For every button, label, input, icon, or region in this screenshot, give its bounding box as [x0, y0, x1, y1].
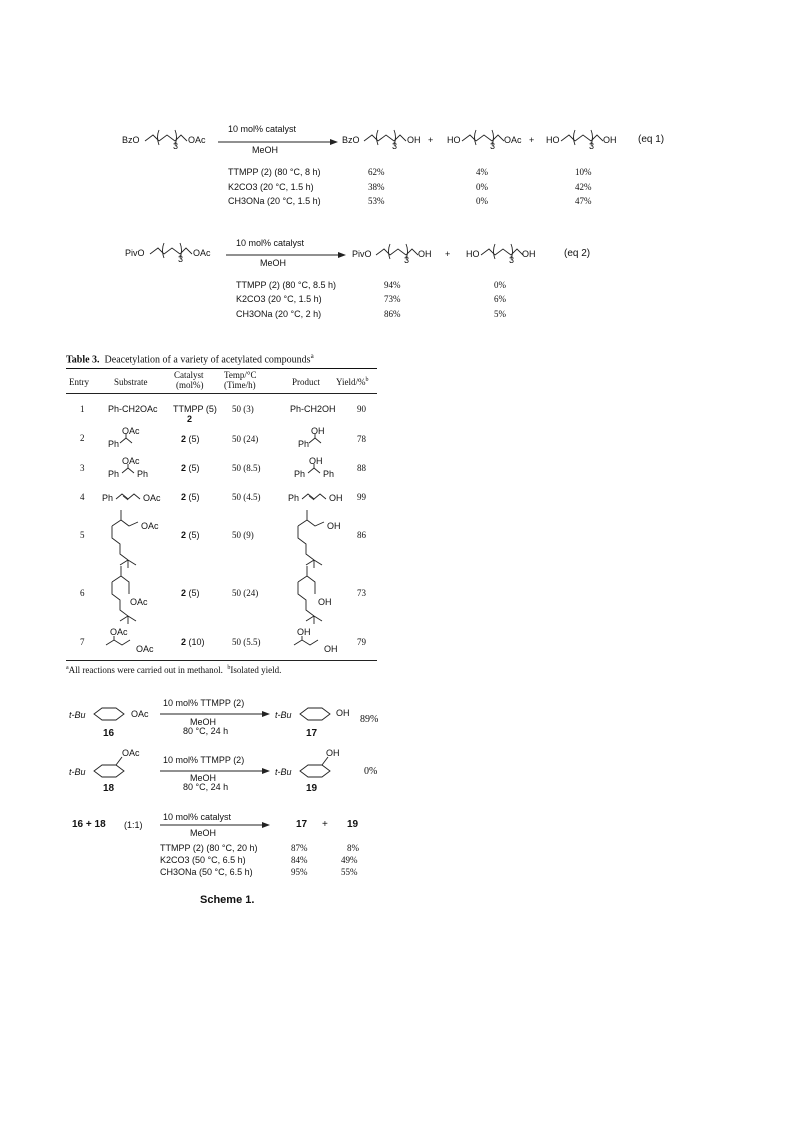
eq2-arrow-below: MeOH	[260, 258, 287, 268]
s1-r3-row2-cond: K2CO3 (50 °C, 6.5 h)	[160, 855, 246, 865]
s1-r3-start: 16 + 18	[72, 819, 106, 830]
eq1-row1-y2: 4%	[476, 167, 488, 177]
row1-yield: 90	[357, 404, 366, 414]
table-label: Table 3.	[66, 354, 100, 366]
row7-substrate-oac2: OAc	[136, 644, 154, 654]
s1-r3-row2-y1: 84%	[291, 855, 308, 865]
s1-r1-prod-tbu: t-Bu	[275, 710, 292, 720]
row6-substrate-structure	[104, 566, 144, 626]
row2-entry: 2	[80, 433, 85, 443]
row1-product: Ph-CH2OH	[290, 404, 336, 414]
row1-substrate: Ph-CH2OAc	[108, 404, 158, 414]
row5-yield: 86	[357, 530, 366, 540]
s1-r1-arrow-below2: 80 °C, 24 h	[183, 726, 229, 736]
row7-yield: 79	[357, 637, 366, 647]
eq1-reactant-left: BzO	[122, 135, 140, 145]
row4-catalyst: 2 (5)	[181, 492, 200, 502]
eq1-arrow-above: 10 mol% catalyst	[228, 124, 297, 134]
s1-r3-p2: 19	[347, 819, 359, 830]
eq1-row3-y1: 53%	[368, 196, 385, 206]
s1-r3-row3-cond: CH3ONa (50 °C, 6.5 h)	[160, 867, 253, 877]
eq1-product2-subscript: 3	[490, 141, 496, 151]
header-substrate: Substrate	[114, 377, 148, 387]
row7-product-bonds	[292, 636, 326, 650]
table-caption-sup: a	[310, 352, 314, 360]
row5-entry: 5	[80, 530, 85, 540]
header-catalyst-unit: (mol%)	[176, 380, 204, 390]
eq2-product2-subscript: 3	[509, 255, 515, 265]
row2-substrate-oac: OAc	[122, 426, 140, 436]
eq1-product2-left: HO	[447, 135, 461, 145]
header-temp: Temp/°C	[224, 370, 257, 380]
s1-r2-num-end: 19	[306, 783, 318, 794]
eq1-product3-subscript: 3	[589, 141, 595, 151]
s1-r2-sub-ring	[92, 757, 132, 779]
table-footnote: $^a$All reactions were carried out in methanol. $^b$Isolated yield.	[66, 665, 282, 675]
eq2-row2-y1: 73%	[384, 294, 401, 304]
row1-catalyst-sub: 2	[187, 414, 193, 424]
row2-substrate-bonds	[118, 434, 140, 446]
eq1-product1-subscript: 3	[392, 141, 398, 151]
s1-r1-prod-ring	[298, 704, 334, 722]
row4-product-ph: Ph	[288, 493, 300, 503]
eq2-label: (eq 2)	[564, 248, 591, 259]
table-caption-text: Deacetylation of a variety of acetylated compounds	[104, 354, 311, 366]
row5-substrate-oac: OAc	[141, 521, 159, 531]
row6-entry: 6	[80, 588, 85, 598]
s1-r1-sub-tbu: t-Bu	[69, 710, 86, 720]
row7-product-oh2: OH	[324, 644, 338, 654]
s1-r2-arrow-above: 10 mol% TTMPP (2)	[163, 755, 245, 765]
eq2-row3-cond: CH3ONa (20 °C, 2 h)	[236, 309, 322, 319]
row2-product-oh: OH	[311, 426, 325, 436]
eq1-reactant-right: OAc	[188, 135, 206, 145]
s1-r3-row1-y2: 8%	[347, 843, 359, 853]
header-time: (Time/h)	[224, 380, 256, 390]
row2-substrate-ph: Ph	[108, 439, 120, 449]
eq2-reactant-left: PivO	[125, 248, 145, 258]
s1-r1-num-start: 16	[103, 728, 115, 739]
s1-r1-yield: 89%	[360, 714, 379, 725]
row5-catalyst: 2 (5)	[181, 530, 200, 540]
row4-product-oh: OH	[329, 493, 343, 503]
row7-entry: 7	[80, 637, 85, 647]
scheme-caption: Scheme 1.	[200, 894, 255, 906]
s1-r3-p1: 17	[296, 819, 308, 830]
row2-product-ph: Ph	[298, 439, 310, 449]
table-top-rule	[66, 368, 377, 369]
header-yield: Yield/%$^b$	[336, 377, 369, 387]
eq2-product2-left: HO	[466, 249, 480, 259]
row6-product-structure	[290, 566, 330, 626]
eq2-row2-y2: 6%	[494, 294, 506, 304]
s1-r1-num-end: 17	[306, 728, 318, 739]
header-entry: Entry	[69, 377, 89, 387]
row2-catalyst: 2 (5)	[181, 434, 200, 444]
s1-r1-prod-oh: OH	[336, 708, 350, 718]
eq1-row3-y2: 0%	[476, 196, 488, 206]
row1-catalyst: TTMPP (5)	[173, 404, 217, 414]
row7-catalyst: 2 (10)	[181, 637, 205, 647]
row2-product-bonds	[307, 434, 329, 446]
table-header-rule	[66, 393, 377, 394]
eq2-product2-right: OH	[522, 249, 536, 259]
row3-substrate-ph2: Ph	[137, 469, 149, 479]
row1-entry: 1	[80, 404, 85, 414]
row5-substrate-structure	[104, 510, 144, 570]
s1-r3-row1-cond: TTMPP (2) (80 °C, 20 h)	[160, 843, 258, 853]
row3-entry: 3	[80, 463, 85, 473]
row6-yield: 73	[357, 588, 366, 598]
eq1-product1-left: BzO	[342, 135, 360, 145]
eq1-row2-y3: 42%	[575, 182, 592, 192]
row3-substrate-oac: OAc	[122, 456, 140, 466]
row3-substrate-ph1: Ph	[108, 469, 120, 479]
eq2-row2-cond: K2CO3 (20 °C, 1.5 h)	[236, 294, 322, 304]
row3-product-ph2: Ph	[323, 469, 335, 479]
row3-product-ph1: Ph	[294, 469, 306, 479]
row4-substrate-bonds	[116, 490, 144, 504]
eq2-subscript: 3	[178, 254, 184, 264]
row3-catalyst: 2 (5)	[181, 463, 200, 473]
header-catalyst: Catalyst	[174, 370, 204, 380]
row6-substrate-oac: OAc	[130, 597, 148, 607]
eq2-reactant-right: OAc	[193, 248, 211, 258]
eq2-row1-y2: 0%	[494, 280, 506, 290]
row4-yield: 99	[357, 492, 366, 502]
row2-yield: 78	[357, 434, 366, 444]
row7-substrate-oac1: OAc	[110, 627, 128, 637]
row7-temp: 50 (5.5)	[232, 637, 261, 647]
s1-r2-sub-oac: OAc	[122, 748, 140, 758]
s1-r2-arrow-below1: MeOH	[190, 773, 217, 783]
eq1-row1-y3: 10%	[575, 167, 592, 177]
s1-r2-yield: 0%	[364, 766, 378, 777]
s1-r2-prod-ring	[298, 757, 338, 779]
eq1-subscript: 3	[173, 141, 179, 151]
eq2-product1-right: OH	[418, 249, 432, 259]
eq1-row2-y1: 38%	[368, 182, 385, 192]
s1-r1-arrow-above: 10 mol% TTMPP (2)	[163, 698, 245, 708]
s1-r3-row2-y2: 49%	[341, 855, 358, 865]
eq2-plus: +	[445, 249, 451, 259]
row5-product-structure	[290, 510, 330, 570]
row2-temp: 50 (24)	[232, 434, 259, 444]
s1-r1-arrow-below1: MeOH	[190, 717, 217, 727]
table-caption	[66, 352, 314, 365]
eq2-product1-subscript: 3	[404, 255, 410, 265]
s1-r1-sub-ring	[92, 704, 128, 722]
eq1-arrow-below: MeOH	[252, 145, 279, 155]
row3-substrate-bonds	[120, 464, 140, 476]
eq1-plus-2: +	[529, 135, 535, 145]
eq2-row1-cond: TTMPP (2) (80 °C, 8.5 h)	[236, 280, 336, 290]
eq1-plus-1: +	[428, 135, 434, 145]
row3-yield: 88	[357, 463, 366, 473]
eq2-arrow-above: 10 mol% catalyst	[236, 238, 305, 248]
eq2-product1-left: PivO	[352, 249, 372, 259]
eq1-product3-right: OH	[603, 135, 617, 145]
s1-r3-ratio: (1:1)	[124, 820, 143, 830]
eq1-row1-cond: TTMPP (2) (80 °C, 8 h)	[228, 167, 321, 177]
s1-r2-prod-oh: OH	[326, 748, 340, 758]
row6-temp: 50 (24)	[232, 588, 259, 598]
eq1-label: (eq 1)	[638, 134, 665, 145]
table-bottom-rule	[66, 660, 377, 661]
eq1-row3-y3: 47%	[575, 196, 592, 206]
row4-substrate-oac: OAc	[143, 493, 161, 503]
row7-product-oh1: OH	[297, 627, 311, 637]
eq1-product2-right: OAc	[504, 135, 522, 145]
s1-r3-plus: +	[322, 819, 328, 830]
row3-temp: 50 (8.5)	[232, 463, 261, 473]
eq2-row3-y2: 5%	[494, 309, 506, 319]
row5-temp: 50 (9)	[232, 530, 254, 540]
row1-temp: 50 (3)	[232, 404, 254, 414]
eq1-row2-cond: K2CO3 (20 °C, 1.5 h)	[228, 182, 314, 192]
row7-substrate-bonds	[104, 636, 138, 650]
row4-entry: 4	[80, 492, 85, 502]
row3-product-bonds	[306, 464, 326, 476]
row6-catalyst: 2 (5)	[181, 588, 200, 598]
row6-product-oh: OH	[318, 597, 332, 607]
eq2-row1-y1: 94%	[384, 280, 401, 290]
s1-r2-arrow-below2: 80 °C, 24 h	[183, 782, 229, 792]
row5-product-oh: OH	[327, 521, 341, 531]
row4-product-bonds	[302, 490, 330, 504]
s1-r3-row3-y1: 95%	[291, 867, 308, 877]
eq1-row3-cond: CH3ONa (20 °C, 1.5 h)	[228, 196, 321, 206]
header-product: Product	[292, 377, 320, 387]
eq1-product1-right: OH	[407, 135, 421, 145]
eq1-row1-y1: 62%	[368, 167, 385, 177]
s1-r3-arrow-above: 10 mol% catalyst	[163, 812, 232, 822]
s1-r3-row1-y1: 87%	[291, 843, 308, 853]
eq1-row2-y2: 0%	[476, 182, 488, 192]
row3-product-oh: OH	[309, 456, 323, 466]
s1-r2-sub-tbu: t-Bu	[69, 767, 86, 777]
s1-r2-prod-tbu: t-Bu	[275, 767, 292, 777]
row4-substrate-ph: Ph	[102, 493, 114, 503]
row4-temp: 50 (4.5)	[232, 492, 261, 502]
s1-r2-num-start: 18	[103, 783, 115, 794]
s1-r3-arrow-below: MeOH	[190, 828, 217, 838]
s1-r3-row3-y2: 55%	[341, 867, 358, 877]
eq2-row3-y1: 86%	[384, 309, 401, 319]
eq1-product3-left: HO	[546, 135, 560, 145]
s1-r1-sub-oac: OAc	[131, 709, 149, 719]
